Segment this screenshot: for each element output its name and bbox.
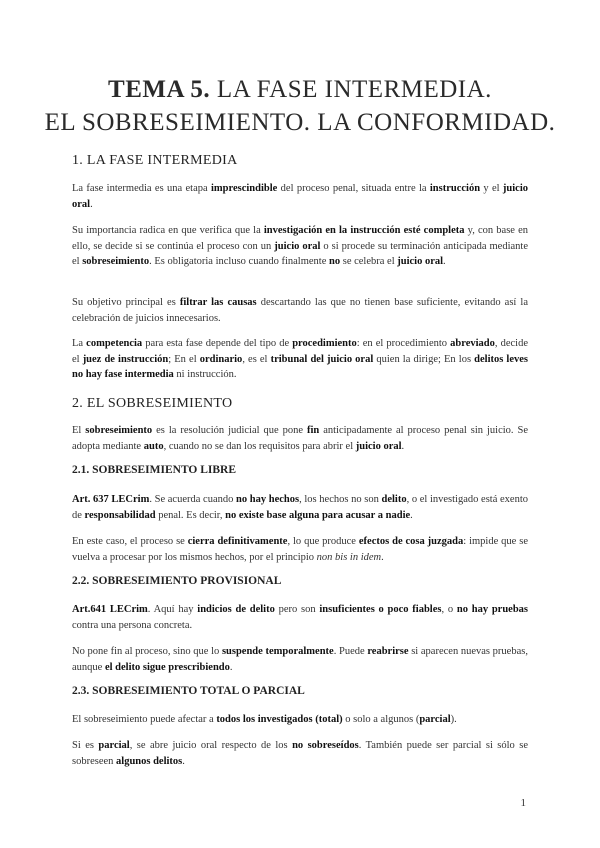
bold-text: delitos leves no hay fase intermedia xyxy=(72,353,529,380)
text-run: pero son xyxy=(274,604,320,615)
section-heading-fase-intermedia: 1. LA FASE INTERMEDIA xyxy=(72,153,238,168)
text-run: . Es obligatoria incluso cuando finalmente xyxy=(149,256,330,267)
bold-text: ordinario xyxy=(199,353,243,365)
bold-text: juicio oral xyxy=(72,183,528,210)
text-run: Si es xyxy=(72,740,99,751)
text-run: es la resolución judicial que pone xyxy=(152,425,307,436)
paragraph xyxy=(72,336,528,383)
paragraph xyxy=(72,534,528,565)
bold-text: no existe base alguna para acusar a nadie xyxy=(225,509,411,521)
text-run: Su importancia radica en que verifica que la xyxy=(72,225,264,236)
paragraph xyxy=(72,181,528,212)
bold-text: auto xyxy=(143,440,164,452)
text-run: o si procede su terminación anticipada mediante el xyxy=(72,240,528,267)
bold-text: delito xyxy=(381,494,407,505)
text-run: . xyxy=(182,755,185,767)
text-run: No pone fin al proceso, sino que lo xyxy=(72,646,222,657)
text-run: : en el procedimiento xyxy=(356,338,451,349)
text-run: , decide el xyxy=(72,338,528,365)
text-run: , o el investigado está exento de xyxy=(72,494,529,521)
text-run: Su objetivo principal es xyxy=(72,297,180,308)
bold-text: juicio oral xyxy=(355,440,402,452)
title-line-1 xyxy=(0,76,600,104)
bold-text: imprescindible xyxy=(211,183,278,194)
bold-text: responsabilidad xyxy=(84,509,156,521)
paragraph xyxy=(72,712,528,728)
bold-text: Art. 637 LECrim xyxy=(72,494,150,505)
text-run: . xyxy=(443,256,446,267)
text-run: . xyxy=(381,551,384,563)
text-run: contra una persona concreta. xyxy=(72,619,193,631)
text-run: del proceso penal, situada entre la xyxy=(277,183,430,194)
text-run: El sobreseimiento puede afectar a xyxy=(72,714,217,725)
text-run: si aparecen nuevas pruebas, aunque xyxy=(72,646,528,673)
text-run: y, con base en ello, se decide si se continúa el proceso con un xyxy=(72,225,528,252)
text-run: . xyxy=(229,661,233,673)
subsection-heading-provisional: 2.2. SOBRESEIMIENTO PROVISIONAL xyxy=(72,575,282,587)
text-run: , o xyxy=(441,604,457,615)
paragraph xyxy=(72,602,528,633)
bold-text: Art.641 LECrim xyxy=(72,604,148,615)
italic-text: non bis in idem xyxy=(316,551,382,563)
bold-text: cierra definitivamente xyxy=(187,536,288,547)
bold-text: no hay pruebas xyxy=(456,604,529,615)
bold-text: insuficientes o poco fiables xyxy=(319,604,442,615)
bold-text: no sobreseídos xyxy=(292,740,359,751)
text-run: . También puede ser parcial si sólo se sobreseen xyxy=(72,740,528,767)
text-run: El xyxy=(72,425,86,436)
text-run: o solo a algunos ( xyxy=(342,714,420,725)
paragraph xyxy=(72,644,528,675)
paragraph xyxy=(72,223,528,270)
paragraph xyxy=(72,423,528,454)
text-run: La fase intermedia es una etapa xyxy=(72,183,211,194)
text-run: . xyxy=(90,198,93,210)
text-run: : impide que se vuelva a procesar por los mismos hechos, por el principio xyxy=(72,536,528,563)
text-run: . Puede xyxy=(333,646,368,657)
text-run: , es el xyxy=(242,353,271,365)
bold-text: juicio oral xyxy=(274,240,321,252)
text-run: ni instrucción. xyxy=(173,369,237,380)
paragraph xyxy=(72,492,528,523)
bold-text: juez de instrucción xyxy=(82,353,169,365)
paragraph xyxy=(72,295,528,326)
section-heading-sobreseimiento: 2. EL SOBRESEIMIENTO xyxy=(72,396,233,411)
text-run: La xyxy=(72,338,87,349)
bold-text: indicios de delito xyxy=(197,604,275,615)
text-run: . Aquí hay xyxy=(147,604,198,615)
bold-text: instrucción xyxy=(429,183,481,194)
text-run: , se abre juicio oral respecto de los xyxy=(129,740,293,751)
bold-text: competencia xyxy=(86,338,143,349)
bold-text: el delito sigue prescribiendo xyxy=(104,661,230,673)
text-run: descartando las que no tienen base suficiente, evitando así la celebración de juicios innecesarios. xyxy=(72,297,528,324)
text-run: ; En el xyxy=(168,353,200,365)
text-run: penal. Es decir, xyxy=(155,509,226,521)
subsection-heading-total-parcial: 2.3. SOBRESEIMIENTO TOTAL O PARCIAL xyxy=(72,685,305,697)
bold-text: parcial xyxy=(419,714,451,725)
text-run: ). xyxy=(450,714,457,725)
bold-text: no xyxy=(329,256,341,267)
bold-text: juicio oral xyxy=(397,256,444,267)
title-line-2: EL SOBRESEIMIENTO. LA CONFORMIDAD. xyxy=(44,109,556,136)
text-run: . xyxy=(401,440,405,452)
subsection-heading-libre: 2.1. SOBRESEIMIENTO LIBRE xyxy=(72,464,237,476)
title-topic-number: TEMA 5. xyxy=(108,76,211,103)
text-run: para esta fase depende del tipo de xyxy=(142,338,293,349)
text-run: , cuando no se dan los requisitos para abrir el xyxy=(163,440,356,452)
bold-text: suspende temporalmente xyxy=(221,646,334,657)
bold-text: parcial xyxy=(98,740,130,751)
bold-text: investigación en la instrucción esté completa xyxy=(263,225,465,236)
bold-text: procedimiento xyxy=(292,338,357,349)
text-run: , lo que produce xyxy=(287,536,359,547)
text-run: , los hechos no son xyxy=(299,494,382,505)
text-run: . xyxy=(410,509,413,521)
text-run: y el xyxy=(480,183,503,194)
bold-text: reabrirse xyxy=(367,646,409,657)
text-run: se celebra el xyxy=(340,256,398,267)
page-number: 1 xyxy=(520,797,526,809)
text-run: . Se acuerda cuando xyxy=(149,494,237,505)
text-run: quien la dirige; En los xyxy=(373,353,475,365)
bold-text: sobreseimiento xyxy=(85,425,153,436)
bold-text: abreviado xyxy=(450,338,495,349)
title-topic-name: LA FASE INTERMEDIA. xyxy=(210,76,492,103)
bold-text: efectos de cosa juzgada xyxy=(358,536,464,547)
text-run: anticipadamente al proceso penal sin juicio. Se adopta mediante xyxy=(72,425,529,452)
bold-text: fin xyxy=(307,425,320,436)
paragraph xyxy=(72,738,528,769)
bold-text: no hay hechos xyxy=(236,494,300,505)
bold-text: todos los investigados (total) xyxy=(216,714,343,725)
text-run: En este caso, el proceso se xyxy=(72,536,188,547)
bold-text: filtrar las causas xyxy=(179,297,257,308)
bold-text: tribunal del juicio oral xyxy=(270,353,374,365)
bold-text: algunos delitos xyxy=(116,755,183,767)
bold-text: sobreseimiento xyxy=(82,256,150,267)
